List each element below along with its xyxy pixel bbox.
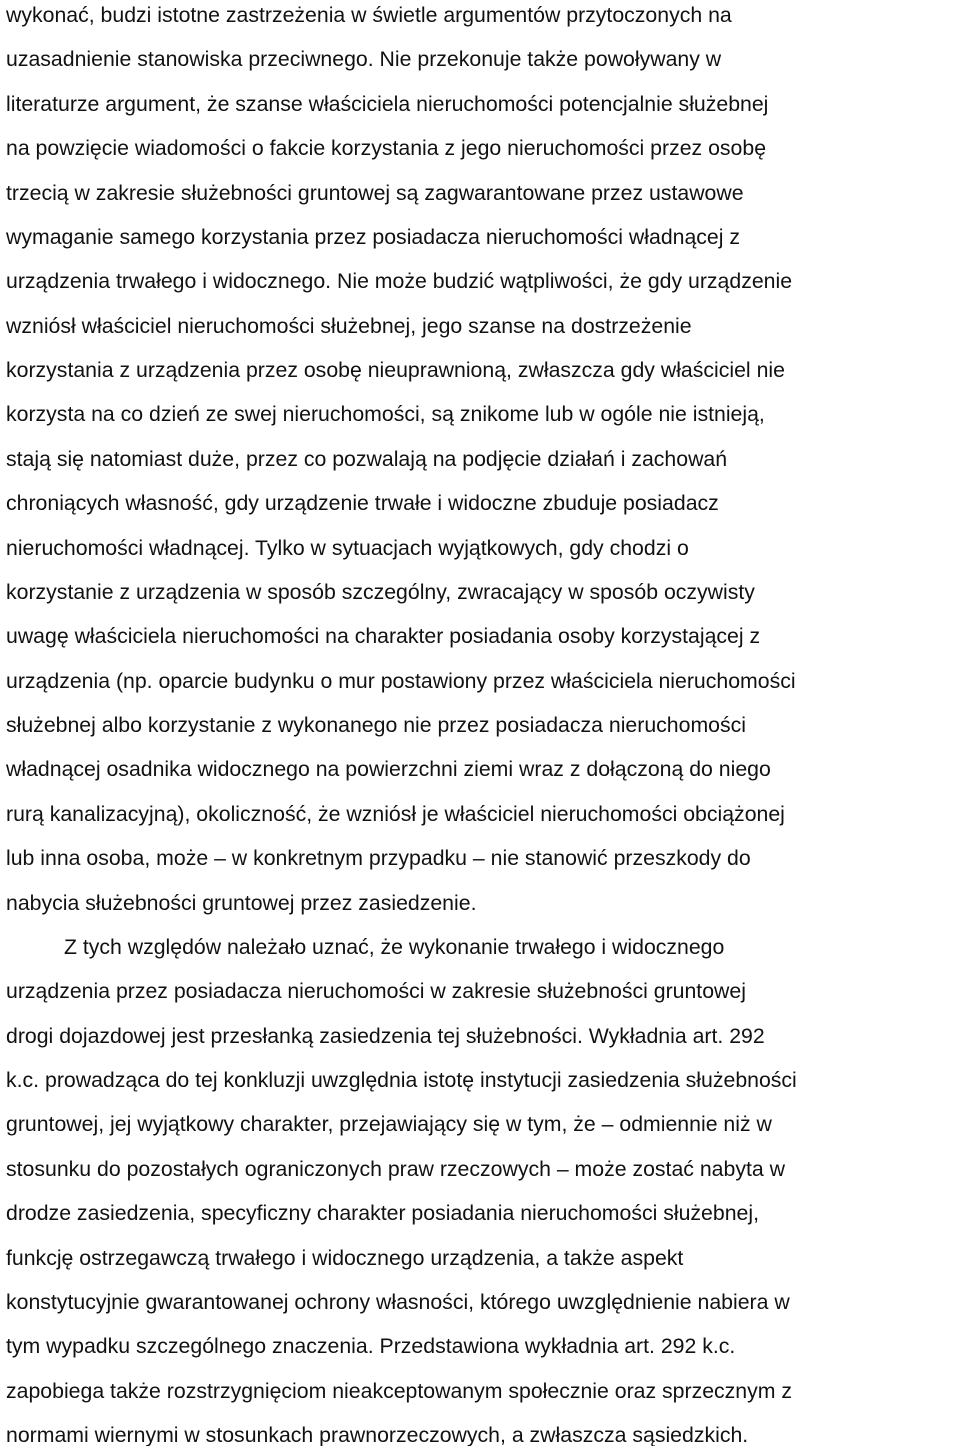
text-line: nieruchomości władnącej. Tylko w sytuacjach wyjątkowych, gdy chodzi o (6, 535, 689, 560)
text-line: urządzenia przez posiadacza nieruchomości w zakresie służebności gruntowej (6, 979, 746, 1004)
text-line: trzecią w zakresie służebności gruntowej są zagwarantowane przez ustawowe (6, 180, 744, 205)
text-line: wykonać, budzi istotne zastrzeżenia w świetle argumentów przytoczonych na (6, 3, 732, 27)
text-line: chroniących własność, gdy urządzenie trwałe i widoczne zbuduje posiadacz (6, 491, 719, 516)
text-line: wzniósł właściciel nieruchomości służebnej, jego szanse na dostrzeżenie (6, 313, 692, 338)
text-line: normami wiernymi w stosunkach prawnorzeczowych, a zwłaszcza sąsiedzkich. (6, 1423, 749, 1446)
text-line: funkcję ostrzegawczą trwałego i widocznego urządzenia, a także aspekt (6, 1245, 684, 1270)
text-line: tym wypadku szczególnego znaczenia. Przedstawiona wykładnia art. 292 k.c. (6, 1334, 736, 1359)
text-line: zapobiega także rozstrzygnięciom nieakceptowanym społecznie oraz sprzecznym z (6, 1378, 793, 1403)
text-line: urządzenia trwałego i widocznego. Nie może budzić wątpliwości, że gdy urządzenie (6, 269, 793, 294)
text-line: uzasadnienie stanowiska przeciwnego. Nie przekonuje także powoływany w (6, 47, 722, 72)
text-line: korzystanie z urządzenia w sposób szczególny, zwracający w sposób oczywisty (6, 579, 755, 604)
text-line: drogi dojazdowej jest przesłanką zasiedzenia tej służebności. Wykładnia art. 292 (6, 1023, 765, 1048)
text-line: stają się natomiast duże, przez co pozwalają na podjęcie działań i zachowań (6, 446, 728, 471)
text-line: władnącej osadnika widocznego na powierzchni ziemi wraz z dołączoną do niego (6, 757, 771, 782)
text-line: urządzenia (np. oparcie budynku o mur postawiony przez właściciela nieruchomości (6, 668, 796, 693)
text-line: drodze zasiedzenia, specyficzny charakter posiadania nieruchomości służebnej, (6, 1201, 759, 1226)
text-line: wymaganie samego korzystania przez posiadacza nieruchomości władnącej z (6, 224, 741, 249)
text-line: k.c. prowadząca do tej konkluzji uwzględnia istotę instytucji zasiedzenia służebności (6, 1068, 797, 1092)
text-line: rurą kanalizacyjną), okoliczność, że wzniósł je właściciel nieruchomości obciążonej (6, 801, 785, 826)
text-line: służebnej albo korzystanie z wykonanego nie przez posiadacza nieruchomości (6, 713, 746, 737)
text-line: lub inna osoba, może – w konkretnym przypadku – nie stanowić przeszkody do (6, 846, 751, 871)
text-line: gruntowej, jej wyjątkowy charakter, przejawiający się w tym, że – odmiennie niż w (6, 1112, 772, 1137)
text-line: korzysta na co dzień ze swej nieruchomości, są znikome lub w ogóle nie istnieją, (6, 402, 765, 427)
paragraph-first-line: Z tych względów należało uznać, że wykonanie trwałego i widocznego (64, 934, 725, 959)
text-line: literaturze argument, że szanse właściciela nieruchomości potencjalnie służebnej (6, 91, 769, 116)
text-line: konstytucyjnie gwarantowanej ochrony własności, którego uwzględnienie nabiera w (6, 1289, 790, 1314)
document-body (6, 0, 960, 1446)
text-line: uwagę właściciela nieruchomości na charakter posiadania osoby korzystającej z (6, 624, 761, 649)
text-line: nabycia służebności gruntowej przez zasiedzenie. (6, 890, 477, 915)
text-line: na powzięcie wiadomości o fakcie korzystania z jego nieruchomości przez osobę (6, 136, 767, 161)
text-line: stosunku do pozostałych ograniczonych praw rzeczowych – może zostać nabyta w (6, 1156, 785, 1181)
text-line: korzystania z urządzenia przez osobę nieuprawnioną, zwłaszcza gdy właściciel nie (6, 358, 785, 382)
